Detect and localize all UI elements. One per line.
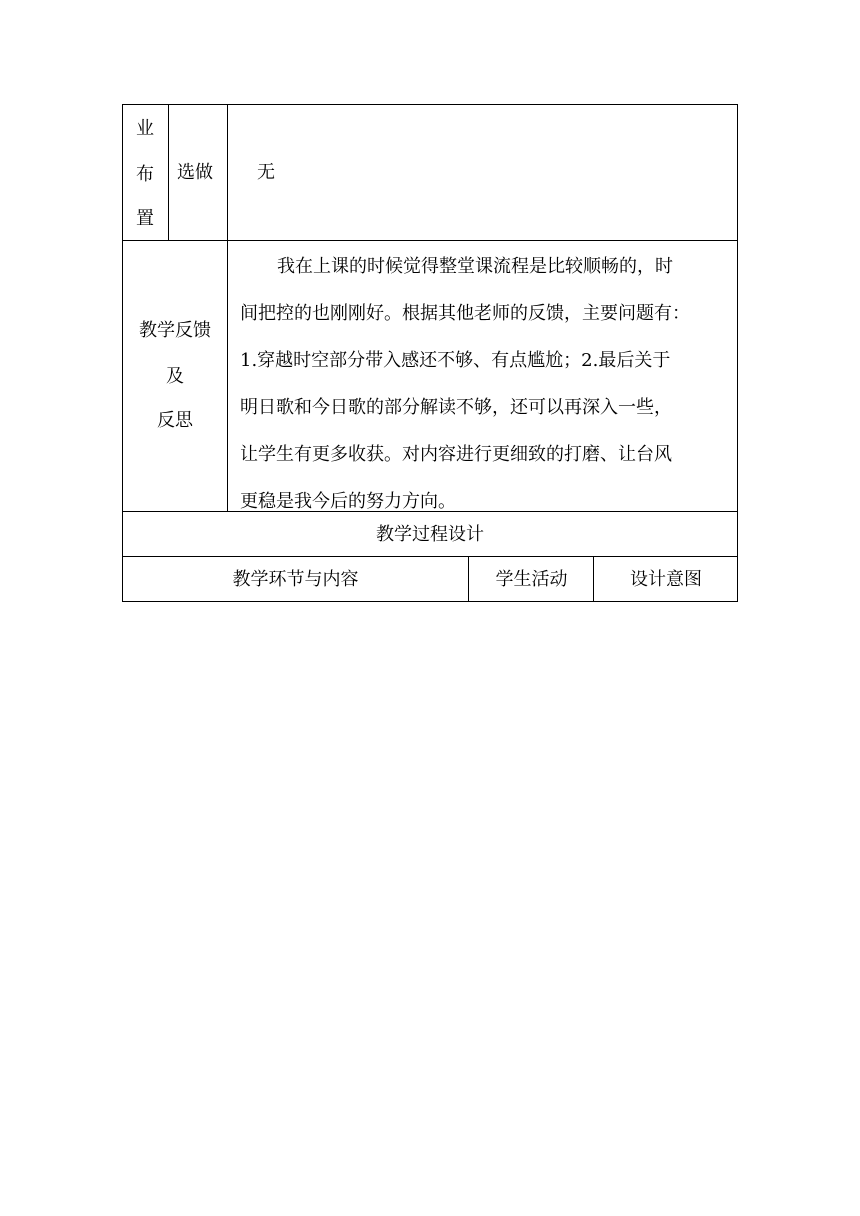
feedback-content-line: 明日歌和今日歌的部分解读不够，还可以再深入一些， xyxy=(240,397,672,418)
header-content: 教学环节与内容 xyxy=(232,569,359,590)
feedback-content-line: 间把控的也刚刚好。根据其他老师的反馈，主要问题有： xyxy=(240,303,690,324)
feedback-content-line: 更稳是我今后的努力方向。 xyxy=(240,491,456,512)
feedback-content-line: 1.穿越时空部分带入感还不够、有点尴尬；2.最后关于 xyxy=(240,350,671,371)
feedback-label-line: 反思 xyxy=(157,410,193,431)
col-divider-label xyxy=(227,104,228,512)
process-design-title: 教学过程设计 xyxy=(376,524,484,545)
feedback-content xyxy=(240,243,734,525)
feedback-content-line: 让学生有更多收获。对内容进行更细致的打磨、让台风 xyxy=(240,444,672,465)
table-border-bottom xyxy=(122,601,738,602)
row-divider-homework xyxy=(122,240,738,241)
homework-category-char: 布 xyxy=(136,164,154,185)
feedback-content-line: 我在上课的时候觉得整堂课流程是比较顺畅的，时 xyxy=(277,256,673,277)
homework-type-label: 选做 xyxy=(177,162,213,183)
feedback-label-line: 及 xyxy=(166,366,184,387)
col-divider-category xyxy=(168,104,169,240)
homework-category-char: 置 xyxy=(136,208,154,229)
header-design-intent: 设计意图 xyxy=(630,569,702,590)
lesson-plan-table xyxy=(122,104,738,602)
homework-category-char: 业 xyxy=(136,118,154,139)
feedback-label-line: 教学反馈 xyxy=(139,320,211,341)
header-student-activity: 学生活动 xyxy=(495,569,568,590)
table-border-top xyxy=(122,104,738,105)
row-divider-title xyxy=(122,556,738,557)
homework-content: 无 xyxy=(257,162,275,183)
